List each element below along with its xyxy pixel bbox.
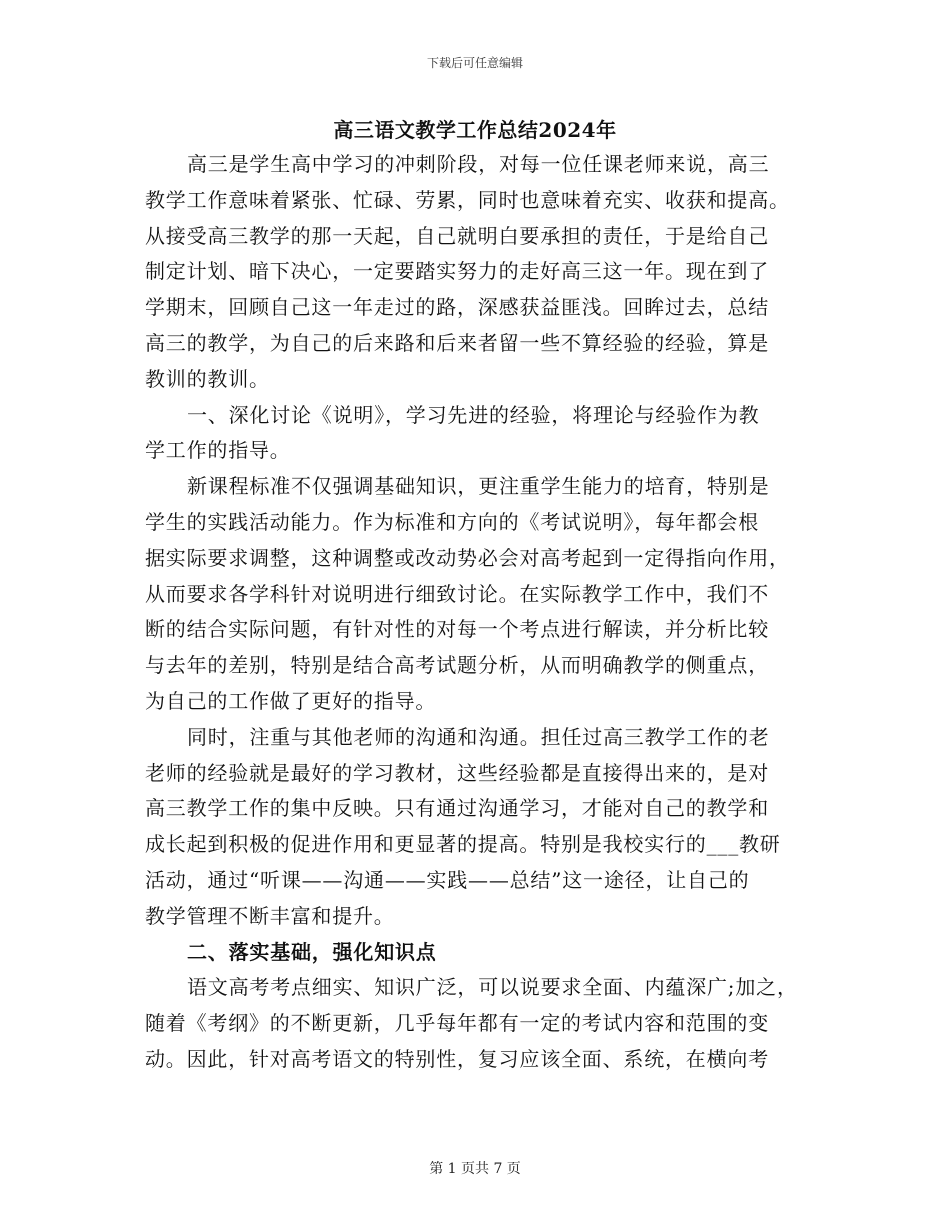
- paragraph-line: 高三的教学，为自己的后来路和后来者留一些不算经验的经验，算是: [145, 330, 769, 355]
- paragraph-line: 制定计划、暗下决心，一定要踏实努力的走好高三这一年。现在到了: [145, 259, 769, 284]
- paragraph-line: 教训的教训。: [145, 366, 270, 391]
- section-heading-line: 学工作的指导。: [145, 438, 291, 463]
- paragraph-line: 动。因此，针对高考语文的特别性，复习应该全面、系统，在横向考: [145, 1046, 769, 1071]
- section-heading-line: 一、深化讨论《说明》，学习先进的经验，将理论与经验作为教: [187, 402, 760, 427]
- section-heading: 二、落实基础，强化知识点: [187, 939, 437, 964]
- paragraph-line: 据实际要求调整，这种调整或改动势必会对高考起到一定得指向作用，: [145, 545, 790, 570]
- paragraph-line: 新课程标准不仅强调基础知识，更注重学生能力的培育，特别是: [187, 474, 770, 499]
- paragraph-line: 为自己的工作做了更好的指导。: [145, 688, 437, 713]
- header-note: 下载后可任意编辑: [426, 56, 523, 70]
- paragraph-line: 高三教学工作的集中反映。只有通过沟通学习，才能对自己的教学和: [145, 796, 769, 821]
- paragraph-line: 活动，通过“听课——沟通——实践——总结”这一途径，让自己的: [145, 867, 750, 892]
- paragraph-line: 随着《考纲》的不断更新，几乎每年都有一定的考试内容和范围的变: [145, 1011, 769, 1036]
- paragraph-line: 语文高考考点细实、知识广泛，可以说要求全面、内蕴深广;加之，: [187, 975, 798, 1000]
- paragraph-line: 断的结合实际问题，有针对性的对每一个考点进行解读，并分析比较: [145, 617, 769, 642]
- paragraph-line: 与去年的差别，特别是结合高考试题分析，从而明确教学的侧重点，: [145, 653, 769, 678]
- paragraph-line: 学期末，回顾自己这一年走过的路，深感获益匪浅。回眸过去，总结: [145, 295, 769, 320]
- document-title: 高三语文教学工作总结2024年: [333, 118, 617, 142]
- paragraph-line: 教学工作意味着紧张、忙碌、劳累，同时也意味着充实、收获和提高。: [145, 187, 790, 212]
- paragraph-line: 教学管理不断丰富和提升。: [145, 903, 395, 928]
- paragraph-line: 同时，注重与其他老师的沟通和沟通。担任过高三教学工作的老: [187, 724, 770, 749]
- paragraph-line: 学生的实践活动能力。作为标准和方向的《考试说明》，每年都会根: [145, 509, 759, 534]
- page-footer: 第 1 页共 7 页: [429, 1161, 521, 1177]
- paragraph-line: 从接受高三教学的那一天起，自己就明白要承担的责任，于是给自己: [145, 223, 769, 248]
- paragraph-line: 从而要求各学科针对说明进行细致讨论。在实际教学工作中，我们不: [145, 581, 769, 606]
- paragraph-line: 老师的经验就是最好的学习教材，这些经验都是直接得出来的，是对: [145, 760, 769, 785]
- paragraph-line: 成长起到积极的促进作用和更显著的提高。特别是我校实行的___教研: [145, 832, 781, 857]
- paragraph-line: 高三是学生高中学习的冲刺阶段，对每一位任课老师来说，高三: [187, 152, 770, 176]
- document-body: [145, 147, 825, 1078]
